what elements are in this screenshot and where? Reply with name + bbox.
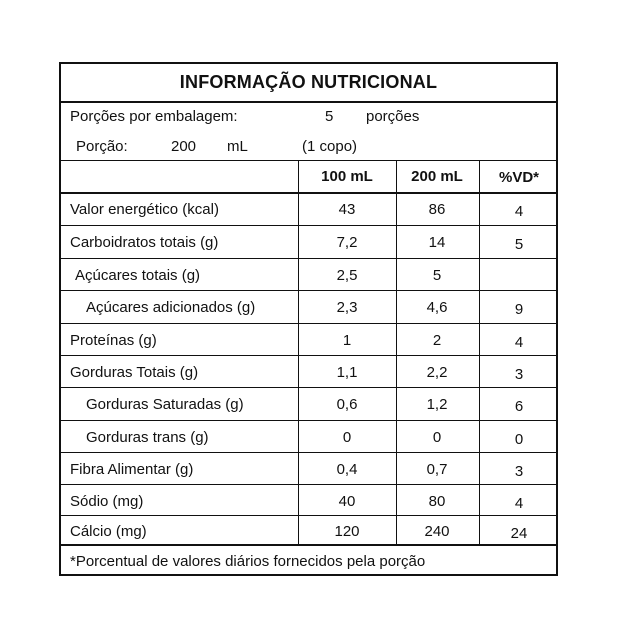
nutrient-row-calcium xyxy=(61,515,556,547)
nutrient-row-added-sugars xyxy=(61,291,556,323)
portion-value: 200 xyxy=(171,138,197,155)
column-header-vd: %VD* xyxy=(498,169,539,186)
nutrition-facts-label xyxy=(59,62,558,576)
portion-label: Porção: xyxy=(76,138,128,155)
value-100ml: 2,5 xyxy=(336,267,358,284)
value-vd: 6 xyxy=(514,398,524,415)
nutrient-name: Sódio (mg) xyxy=(70,493,144,510)
value-100ml: 40 xyxy=(338,493,356,510)
nutrient-name: Açúcares adicionados (g) xyxy=(86,299,256,316)
value-200ml: 1,2 xyxy=(426,396,448,413)
footnote: *Porcentual de valores diários fornecidos pela porção xyxy=(70,553,426,570)
footnote-separator xyxy=(61,544,556,546)
servings-per-package-value: 5 xyxy=(325,108,334,125)
nutrient-name: Carboidratos totais (g) xyxy=(70,234,219,251)
nutrient-name: Valor energético (kcal) xyxy=(70,201,219,218)
nutrient-name: Gorduras Saturadas (g) xyxy=(86,396,244,413)
column-header-100ml: 100 mL xyxy=(321,168,373,185)
value-200ml: 0 xyxy=(432,429,442,446)
label-title: INFORMAÇÃO NUTRICIONAL xyxy=(179,72,438,92)
servings-per-package-unit: porções xyxy=(366,108,420,125)
value-200ml: 2 xyxy=(432,332,442,349)
value-100ml: 0 xyxy=(342,429,352,446)
value-200ml: 14 xyxy=(428,234,446,251)
nutrient-name: Gorduras Totais (g) xyxy=(70,364,199,381)
nutrient-row-carbohydrates xyxy=(61,226,556,258)
nutrient-row-trans-fat xyxy=(61,421,556,453)
title-separator xyxy=(61,101,556,103)
value-vd: 3 xyxy=(514,463,524,480)
value-200ml: 80 xyxy=(428,493,446,510)
header-top-separator xyxy=(61,160,556,161)
value-200ml: 0,7 xyxy=(426,461,448,478)
servings-per-package-label: Porções por embalagem: xyxy=(70,108,238,125)
nutrient-name: Açúcares totais (g) xyxy=(75,267,201,284)
value-100ml: 7,2 xyxy=(336,234,358,251)
nutrient-name: Proteínas (g) xyxy=(70,332,157,349)
nutrient-name: Gorduras trans (g) xyxy=(86,429,209,446)
nutrient-name: Fibra Alimentar (g) xyxy=(70,461,194,478)
value-200ml: 86 xyxy=(428,201,446,218)
nutrient-row-saturated-fat xyxy=(61,388,556,420)
value-100ml: 120 xyxy=(334,523,360,540)
nutrient-row-proteins xyxy=(61,324,556,356)
value-vd: 4 xyxy=(514,334,524,351)
nutrient-row-total-fat xyxy=(61,356,556,388)
value-vd: 4 xyxy=(514,203,524,220)
nutrient-row-fiber xyxy=(61,453,556,485)
value-100ml: 0,6 xyxy=(336,396,358,413)
nutrient-row-sodium xyxy=(61,485,556,517)
nutrient-row-energy xyxy=(61,193,556,225)
value-200ml: 5 xyxy=(432,267,442,284)
portion-measure: (1 copo) xyxy=(302,138,358,155)
nutrient-name: Cálcio (mg) xyxy=(70,523,147,540)
value-100ml: 1 xyxy=(342,332,352,349)
nutrient-row-total-sugars xyxy=(61,259,556,291)
value-100ml: 0,4 xyxy=(336,461,358,478)
value-200ml: 4,6 xyxy=(426,299,448,316)
value-200ml: 2,2 xyxy=(426,364,448,381)
value-100ml: 43 xyxy=(338,201,356,218)
value-100ml: 2,3 xyxy=(336,299,358,316)
portion-unit: mL xyxy=(227,138,248,155)
value-100ml: 1,1 xyxy=(336,364,358,381)
value-vd: 3 xyxy=(514,366,524,383)
value-vd: 4 xyxy=(514,495,524,512)
value-vd: 5 xyxy=(514,236,524,253)
value-vd: 0 xyxy=(514,431,524,448)
value-vd: 9 xyxy=(514,301,524,318)
column-header-200ml: 200 mL xyxy=(411,168,463,185)
value-200ml: 240 xyxy=(424,523,450,540)
value-vd: 24 xyxy=(510,525,528,542)
